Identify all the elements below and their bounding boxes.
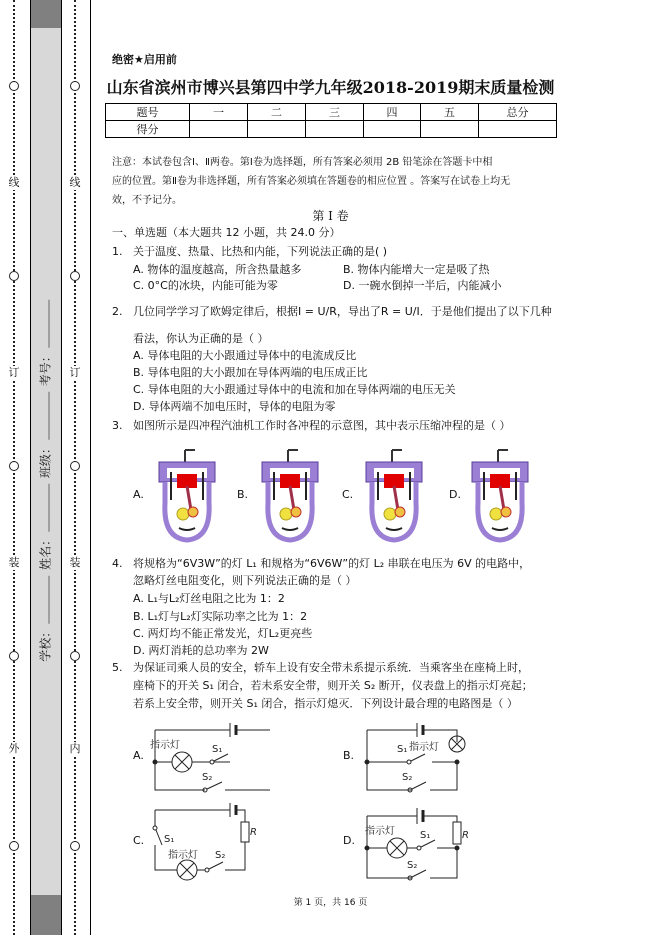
s1-label: S₁ [164, 834, 175, 845]
score-cell[interactable] [479, 121, 557, 138]
page-title: 山东省滨州市博兴县第四中学九年级2018-2019期末质量检测 [106, 78, 555, 97]
exam-number-label: 考号： [38, 350, 53, 387]
s2-label: S₂ [407, 860, 418, 871]
question-number: 1. [112, 245, 123, 258]
option-d[interactable]: D. [449, 488, 461, 501]
question-stem: 为保证司乘人员的安全，轿车上设有安全带未系提示系统．当乘客坐在座椅上时， [133, 661, 529, 674]
table-cell: 五 [421, 104, 479, 121]
outer-mark-bind: 装 [6, 556, 22, 570]
inner-mark-line: 线 [67, 176, 83, 190]
option-a[interactable]: A. [133, 488, 144, 501]
question-stem: 座椅下的开关 S₁ 闭合，若未系安全带，则开关 S₂ 断开，仪表盘上的指示灯亮起； [133, 679, 533, 692]
question-stem: 忽略灯丝电阻变化，则下列说法正确的是（ ） [133, 574, 357, 587]
inner-mark-inside: 内 [67, 742, 83, 756]
outer-mark-order: 订 [6, 366, 22, 380]
table-cell: 题号 [106, 104, 190, 121]
option-d[interactable]: D. [343, 834, 355, 847]
circuit-diagram-b [362, 720, 482, 795]
option-b[interactable]: B. [343, 749, 355, 762]
question-stem: 关于温度、热量、比热和内能，下列说法正确的是( ) [133, 245, 388, 258]
option-b[interactable]: B. L₁灯与L₂灯实际功率之比为 1：2 [133, 610, 308, 623]
notice-line: 应的位置。第Ⅱ卷为非选择题，所有答案必须填在答题卷的相应位置 。答案写在试卷上均无 [112, 176, 511, 187]
engine-diagram-d [468, 448, 532, 543]
engine-drawing [472, 450, 528, 540]
question-number: 2. [112, 305, 123, 318]
option-d[interactable]: D. 一碗水倒掉一半后，内能减小 [343, 279, 502, 292]
score-cell[interactable] [421, 121, 479, 138]
option-d[interactable]: D. 导体两端不加电压时，导体的电阻为零 [133, 400, 336, 413]
student-info-fields [37, 298, 54, 662]
lamp-label: 指示灯 [168, 850, 198, 861]
s1-label: S₁ [212, 744, 223, 755]
s2-label: S₂ [215, 850, 226, 861]
inner-mark-order: 订 [67, 366, 83, 380]
option-a[interactable]: A. 导体电阻的大小跟通过导体中的电流成反比 [133, 349, 357, 362]
notice-line: 注意：本试卷包含Ⅰ、Ⅱ两卷。第Ⅰ卷为选择题，所有答案必须用 2B 铅笔涂在答题卡中相 [112, 157, 493, 168]
circuit-diagram-a [150, 720, 270, 795]
score-table [105, 103, 557, 138]
table-cell: 二 [248, 104, 306, 121]
question-number: 3. [112, 419, 123, 432]
engine-diagram-a [155, 448, 219, 543]
option-a[interactable]: A. [133, 749, 144, 762]
circuit-diagram-c [150, 800, 270, 885]
option-a[interactable]: A. L₁与L₂灯丝电阻之比为 1：2 [133, 592, 285, 605]
s1-label: S₁ [420, 830, 431, 841]
circle-mark [9, 271, 19, 281]
question-stem: 几位同学学习了欧姆定律后，根据I = U/R，导出了R = U/I．于是他们提出了以下几种 [133, 305, 552, 318]
table-cell: 三 [306, 104, 364, 121]
table-cell: 得分 [106, 121, 190, 138]
circle-mark [9, 461, 19, 471]
class-field[interactable] [49, 392, 50, 440]
confidential-label: 绝密★启用前 [112, 53, 177, 66]
name-field[interactable] [49, 484, 50, 532]
option-c[interactable]: C. 0°C的冰块，内能可能为零 [133, 279, 278, 292]
engine-drawing [366, 450, 422, 540]
question-stem: 若系上安全带，则开关 S₁ 闭合，指示灯熄灭．下列设计最合理的电路图是（ ） [133, 697, 518, 710]
band-top-cap [31, 0, 61, 28]
circuit-diagram-d [362, 800, 482, 885]
school-label: 学校： [38, 625, 53, 662]
table-cell: 总分 [479, 104, 557, 121]
inner-mark-bind: 装 [67, 556, 83, 570]
option-c[interactable]: C. 导体电阻的大小跟通过导体中的电流和加在导体两端的电压无关 [133, 383, 456, 396]
question-stem: 如图所示是四冲程汽油机工作时各冲程的示意图，其中表示压缩冲程的是（ ） [133, 419, 511, 432]
school-field[interactable] [49, 576, 50, 624]
page-footer: 第 1 页，共 16 页 [293, 898, 368, 908]
question-number: 5. [112, 661, 123, 674]
option-a[interactable]: A. 物体的温度越高，所含热量越多 [133, 263, 302, 276]
lamp-label: 指示灯 [150, 740, 180, 751]
lamp-label: 指示灯 [365, 826, 395, 837]
option-c[interactable]: C. [342, 488, 354, 501]
engine-drawing [262, 450, 318, 540]
circle-mark [70, 271, 80, 281]
score-cell[interactable] [190, 121, 248, 138]
outer-mark-outside: 外 [6, 742, 22, 756]
table-cell: 四 [364, 104, 421, 121]
engine-drawing [159, 450, 215, 540]
question-stem: 将规格为“6V3W”的灯 L₁ 和规格为“6V6W”的灯 L₂ 串联在电压为 6V 的电路中， [133, 557, 531, 570]
exam-number-field[interactable] [49, 300, 50, 348]
option-b[interactable]: B. [237, 488, 249, 501]
name-label: 姓名： [38, 533, 53, 570]
circle-mark [70, 651, 80, 661]
page-margin-line [90, 0, 91, 935]
question-number: 4. [112, 557, 123, 570]
question-stem: 看法，你认为正确的是（ ） [133, 332, 269, 345]
s1-label: S₁ [397, 744, 408, 755]
option-d[interactable]: D. 两灯消耗的总功率为 2W [133, 644, 269, 657]
table-row [106, 121, 557, 138]
option-c[interactable]: C. [133, 834, 145, 847]
r-label: R [250, 827, 257, 838]
table-cell: 一 [190, 104, 248, 121]
score-cell[interactable] [306, 121, 364, 138]
outer-mark-line: 线 [6, 176, 22, 190]
s2-label: S₂ [402, 772, 413, 783]
score-cell[interactable] [248, 121, 306, 138]
class-label: 班级： [38, 442, 53, 479]
option-c[interactable]: C. 两灯均不能正常发光，灯L₂更亮些 [133, 627, 313, 640]
circle-mark [9, 651, 19, 661]
volume-title: 第 I 卷 [312, 209, 349, 223]
circle-mark [70, 461, 80, 471]
lamp-label: 指示灯 [409, 742, 439, 753]
table-row [106, 104, 557, 121]
circle-mark [70, 841, 80, 851]
score-cell[interactable] [364, 121, 421, 138]
notice-line: 效，不予记分。 [112, 195, 182, 206]
section-title: 一、单选题（本大题共 12 小题，共 24.0 分） [112, 226, 341, 239]
engine-diagram-c [362, 448, 426, 543]
circle-mark [9, 841, 19, 851]
engine-diagram-b [258, 448, 322, 543]
r-label: R [462, 830, 469, 841]
s2-label: S₂ [202, 772, 213, 783]
option-b[interactable]: B. 物体内能增大一定是吸了热 [343, 263, 490, 276]
option-b[interactable]: B. 导体电阻的大小跟加在导体两端的电压成正比 [133, 366, 368, 379]
